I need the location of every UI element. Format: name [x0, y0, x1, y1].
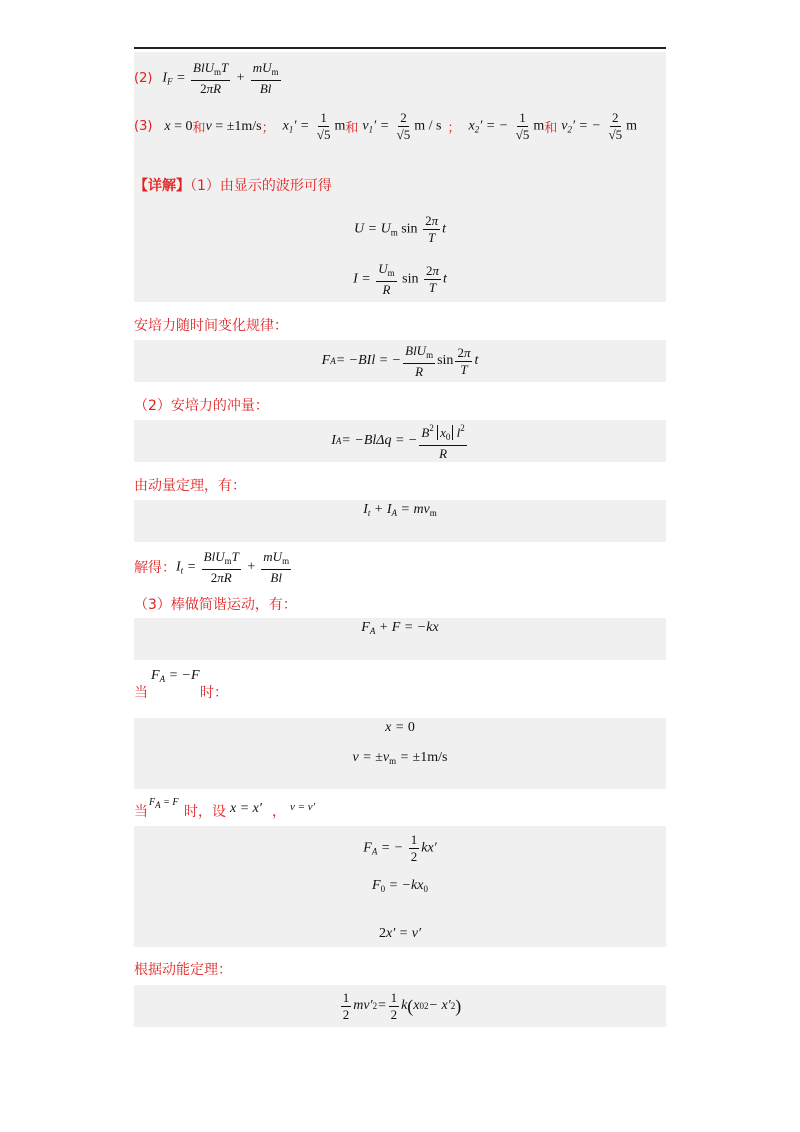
answer-block [134, 52, 666, 149]
answer-3-v1: $v_1'$ = $\frac{2}{√5}$ m / s [362, 110, 442, 142]
answer-3-label: (3) [134, 119, 153, 134]
answer-3-v2: $v_2'$ = − $\frac{2}{√5}$ m [561, 110, 637, 142]
and-word-2: 和 [544, 121, 558, 136]
semicolon-2: ； [447, 121, 461, 136]
semicolon: ； [261, 121, 275, 136]
when1-pre: 当 [134, 685, 148, 701]
when2-comma: ， [272, 804, 286, 820]
answer-3-x2: $x_2'$ = − $\frac{1}{√5}$ m [468, 110, 545, 142]
and-word-1: 和 [345, 121, 359, 136]
ampere-law-text: 安培力随时间变化规律： [134, 318, 288, 334]
eq-U: $U = U_m$ sin $\frac{2\pi}{T}$ t [354, 213, 446, 245]
momentum-text: 由动量定理，有： [134, 478, 246, 494]
eq-FA-neg-F: $F_A = -F$ [151, 668, 200, 684]
part3-text: （3）棒做简谐运动，有： [134, 597, 297, 613]
answer-2-formula: $I_F$ = $\frac{BlU_mT}{2\pi R}$ + $\frac{mU_m}{Bl}$ [162, 60, 279, 96]
eq-FA: F A = −BIl = − $\frac{BlU_m}{R}$ sin $\frac{2\pi}{T}$ t [134, 340, 666, 382]
eq-2x-v: 2x′ = v′ [379, 926, 421, 941]
eq-It: $I_t$ = $\frac{BlU_mT}{2\pi R}$ + $\frac{mU_m}{Bl}$ [176, 548, 290, 585]
eq-block-last [134, 826, 666, 947]
answer-3-v: v = ±1m/s [205, 118, 262, 134]
answer-3-x: x = 0 [164, 118, 193, 134]
eq-x0-block [134, 718, 666, 789]
detail-heading: 【详解】 [134, 178, 190, 194]
eq-FA-eq-F: FA = F [149, 797, 179, 810]
eq-FA-half: $F_A$ = − $\frac{1}{2}$ kx′ [363, 832, 437, 864]
eq-F0: $F_0 = -kx_0$ [372, 878, 428, 894]
eq-momentum: $I_t + I_A = mv_m$ [134, 500, 666, 542]
solution-page [134, 52, 666, 1027]
answer-2-label: (2) [134, 71, 153, 86]
eq-energy: $\frac{1}{2}$ mv′ 2 = $\frac{1}{2}$ k ( x 0 2 − x′ 2 ) [134, 985, 666, 1027]
eq-v-pm: $v = \pm v_m = \pm 1m/s$ [352, 750, 448, 766]
when1-post: 时： [200, 685, 228, 701]
eq-IA: I A = −BlΔq = − $\frac{B^2 x_0 l^2}{R}$ [134, 420, 666, 462]
answer-3-x1: $x_1'$ = $\frac{1}{√5}$ m [282, 110, 346, 142]
when2-mid: 时，设 [184, 804, 226, 820]
part1-text: （1）由显示的波形可得 [190, 178, 332, 194]
detail-block-1 [134, 149, 666, 302]
eq-I: I = $\frac{U_m}{R}$ sin $\frac{2\pi}{T}$ t [353, 261, 447, 297]
eq-v-prime: v = v′ [290, 801, 316, 813]
solve-text: 解得： [134, 560, 176, 576]
top-rule [134, 47, 666, 49]
eq-x-prime: x = x′ [230, 801, 262, 816]
energy-text: 根据动能定理： [134, 962, 232, 978]
eq-shm: $F_A + F = -kx$ [134, 618, 666, 660]
part2-text: （2）安培力的冲量： [134, 398, 269, 414]
and-word: 和 [192, 121, 206, 136]
eq-x0: x = 0 [385, 720, 415, 735]
when2-pre: 当 [134, 804, 148, 820]
